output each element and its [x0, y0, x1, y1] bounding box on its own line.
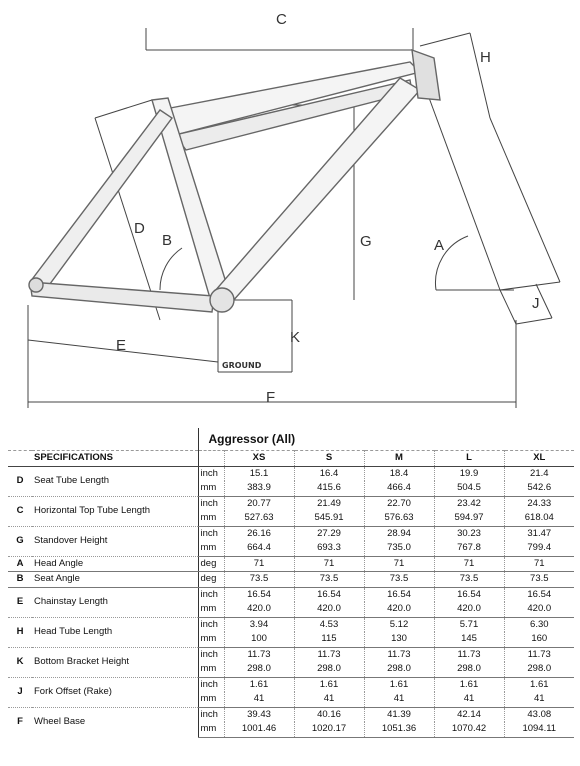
spec-value: 16.54 — [504, 587, 574, 602]
spec-value: 527.63 — [224, 511, 294, 526]
ground-label: GROUND — [222, 361, 262, 370]
size-header-xs: XS — [224, 451, 294, 467]
spec-value: 1094.11 — [504, 722, 574, 737]
spec-unit: inch — [198, 466, 224, 481]
spec-unit: inch — [198, 677, 224, 692]
spec-value: 41 — [294, 692, 364, 707]
spec-value: 41.39 — [364, 707, 434, 722]
spec-value: 1.61 — [224, 677, 294, 692]
spec-unit: inch — [198, 587, 224, 602]
spec-value: 1070.42 — [434, 722, 504, 737]
spec-unit: deg — [198, 572, 224, 588]
spec-unit: inch — [198, 526, 224, 541]
spec-value: 545.91 — [294, 511, 364, 526]
spec-code: D — [8, 466, 32, 496]
spec-value: 43.08 — [504, 707, 574, 722]
spec-name: Head Angle — [32, 556, 198, 572]
table-row — [8, 466, 574, 481]
size-header-l: L — [434, 451, 504, 467]
spec-value: 298.0 — [504, 662, 574, 677]
spec-code: G — [8, 526, 32, 556]
dim-label-j: J — [532, 295, 540, 312]
spec-value: 298.0 — [364, 662, 434, 677]
spec-value: 11.73 — [294, 647, 364, 662]
table-row — [8, 496, 574, 511]
spec-value: 4.53 — [294, 617, 364, 632]
spec-value: 160 — [504, 632, 574, 647]
spec-value: 420.0 — [504, 602, 574, 617]
spec-value: 41 — [434, 692, 504, 707]
spec-name: Chainstay Length — [32, 587, 198, 617]
spec-value: 420.0 — [294, 602, 364, 617]
dim-label-b: B — [162, 232, 173, 249]
spec-value: 39.43 — [224, 707, 294, 722]
spec-value: 1051.36 — [364, 722, 434, 737]
spec-code: B — [8, 572, 32, 588]
table-row — [8, 556, 574, 572]
spec-code: H — [8, 617, 32, 647]
spec-value: 1.61 — [504, 677, 574, 692]
spec-value: 73.5 — [364, 572, 434, 588]
spec-unit: mm — [198, 722, 224, 737]
spec-value: 298.0 — [224, 662, 294, 677]
spec-value: 24.33 — [504, 496, 574, 511]
spec-value: 298.0 — [434, 662, 504, 677]
dim-label-c: C — [276, 11, 287, 28]
dim-label-d: D — [134, 220, 145, 237]
spec-value: 15.1 — [224, 466, 294, 481]
spec-name: Horizontal Top Tube Length — [32, 496, 198, 526]
spec-value: 21.4 — [504, 466, 574, 481]
spec-value: 19.9 — [434, 466, 504, 481]
spec-value: 3.94 — [224, 617, 294, 632]
spec-value: 11.73 — [434, 647, 504, 662]
spec-value: 73.5 — [434, 572, 504, 588]
spec-value: 30.23 — [434, 526, 504, 541]
spec-value: 735.0 — [364, 541, 434, 556]
spec-header: SPECIFICATIONS — [32, 451, 198, 467]
spec-name: Wheel Base — [32, 707, 198, 737]
spec-value: 5.12 — [364, 617, 434, 632]
spec-unit: mm — [198, 541, 224, 556]
model-title: Aggressor (All) — [198, 428, 574, 451]
spec-unit: mm — [198, 692, 224, 707]
spec-value: 71 — [294, 556, 364, 572]
spec-code: C — [8, 496, 32, 526]
spec-value: 115 — [294, 632, 364, 647]
spec-value: 71 — [434, 556, 504, 572]
spec-value: 6.30 — [504, 617, 574, 632]
bike-frame — [29, 50, 440, 312]
spec-value: 298.0 — [294, 662, 364, 677]
spec-value: 11.73 — [504, 647, 574, 662]
spec-code: F — [8, 707, 32, 737]
spec-value: 28.94 — [364, 526, 434, 541]
spec-value: 11.73 — [364, 647, 434, 662]
spec-value: 42.14 — [434, 707, 504, 722]
spec-unit: inch — [198, 707, 224, 722]
table-row — [8, 526, 574, 541]
spec-value: 40.16 — [294, 707, 364, 722]
spec-value: 73.5 — [294, 572, 364, 588]
table-row — [8, 572, 574, 588]
dim-label-a: A — [434, 237, 445, 254]
spec-value: 415.6 — [294, 481, 364, 496]
spec-unit: mm — [198, 511, 224, 526]
spec-unit: inch — [198, 617, 224, 632]
spec-unit: inch — [198, 647, 224, 662]
table-row — [8, 617, 574, 632]
dim-label-k: K — [290, 329, 301, 346]
geometry-spec-table — [8, 428, 574, 738]
spec-code: K — [8, 647, 32, 677]
spec-value: 41 — [364, 692, 434, 707]
spec-value: 16.54 — [294, 587, 364, 602]
spec-value: 16.54 — [434, 587, 504, 602]
spec-value: 1.61 — [434, 677, 504, 692]
spec-value: 18.4 — [364, 466, 434, 481]
spec-code: A — [8, 556, 32, 572]
spec-value: 22.70 — [364, 496, 434, 511]
spec-value: 21.49 — [294, 496, 364, 511]
spec-value: 618.04 — [504, 511, 574, 526]
table-row — [8, 677, 574, 692]
spec-value: 664.4 — [224, 541, 294, 556]
spec-value: 23.42 — [434, 496, 504, 511]
spec-value: 11.73 — [224, 647, 294, 662]
spec-value: 145 — [434, 632, 504, 647]
spec-value: 594.97 — [434, 511, 504, 526]
spec-value: 20.77 — [224, 496, 294, 511]
spec-unit: mm — [198, 481, 224, 496]
spec-code: E — [8, 587, 32, 617]
spec-value: 100 — [224, 632, 294, 647]
dim-label-f: F — [266, 389, 276, 406]
spec-value: 41 — [224, 692, 294, 707]
spec-name: Bottom Bracket Height — [32, 647, 198, 677]
spec-value: 576.63 — [364, 511, 434, 526]
spec-unit: mm — [198, 602, 224, 617]
spec-value: 1001.46 — [224, 722, 294, 737]
spec-value: 383.9 — [224, 481, 294, 496]
spec-value: 420.0 — [434, 602, 504, 617]
spec-unit: deg — [198, 556, 224, 572]
spec-value: 130 — [364, 632, 434, 647]
dim-label-e: E — [116, 337, 127, 354]
spec-value: 693.3 — [294, 541, 364, 556]
spec-name: Seat Tube Length — [32, 466, 198, 496]
spec-unit: mm — [198, 632, 224, 647]
spec-value: 16.54 — [224, 587, 294, 602]
spec-code: J — [8, 677, 32, 707]
table-row — [8, 647, 574, 662]
spec-unit: inch — [198, 496, 224, 511]
spec-value: 71 — [504, 556, 574, 572]
spec-value: 41 — [504, 692, 574, 707]
spec-value: 27.29 — [294, 526, 364, 541]
spec-value: 31.47 — [504, 526, 574, 541]
spec-value: 71 — [224, 556, 294, 572]
dim-label-g: G — [360, 233, 372, 250]
spec-value: 16.54 — [364, 587, 434, 602]
spec-value: 767.8 — [434, 541, 504, 556]
spec-value: 1.61 — [364, 677, 434, 692]
spec-value: 504.5 — [434, 481, 504, 496]
spec-value: 1.61 — [294, 677, 364, 692]
size-header-xl: XL — [504, 451, 574, 467]
spec-name: Standover Height — [32, 526, 198, 556]
spec-value: 73.5 — [504, 572, 574, 588]
spec-value: 71 — [364, 556, 434, 572]
table-row — [8, 707, 574, 722]
spec-name: Fork Offset (Rake) — [32, 677, 198, 707]
spec-name: Seat Angle — [32, 572, 198, 588]
spec-value: 420.0 — [364, 602, 434, 617]
size-header-s: S — [294, 451, 364, 467]
dim-label-h: H — [480, 49, 491, 66]
spec-value: 542.6 — [504, 481, 574, 496]
spec-name: Head Tube Length — [32, 617, 198, 647]
spec-value: 5.71 — [434, 617, 504, 632]
spec-value: 799.4 — [504, 541, 574, 556]
table-row — [8, 587, 574, 602]
spec-value: 1020.17 — [294, 722, 364, 737]
spec-value: 26.16 — [224, 526, 294, 541]
spec-value: 466.4 — [364, 481, 434, 496]
size-header-m: M — [364, 451, 434, 467]
spec-unit: mm — [198, 662, 224, 677]
spec-value: 73.5 — [224, 572, 294, 588]
spec-value: 16.4 — [294, 466, 364, 481]
spec-value: 420.0 — [224, 602, 294, 617]
